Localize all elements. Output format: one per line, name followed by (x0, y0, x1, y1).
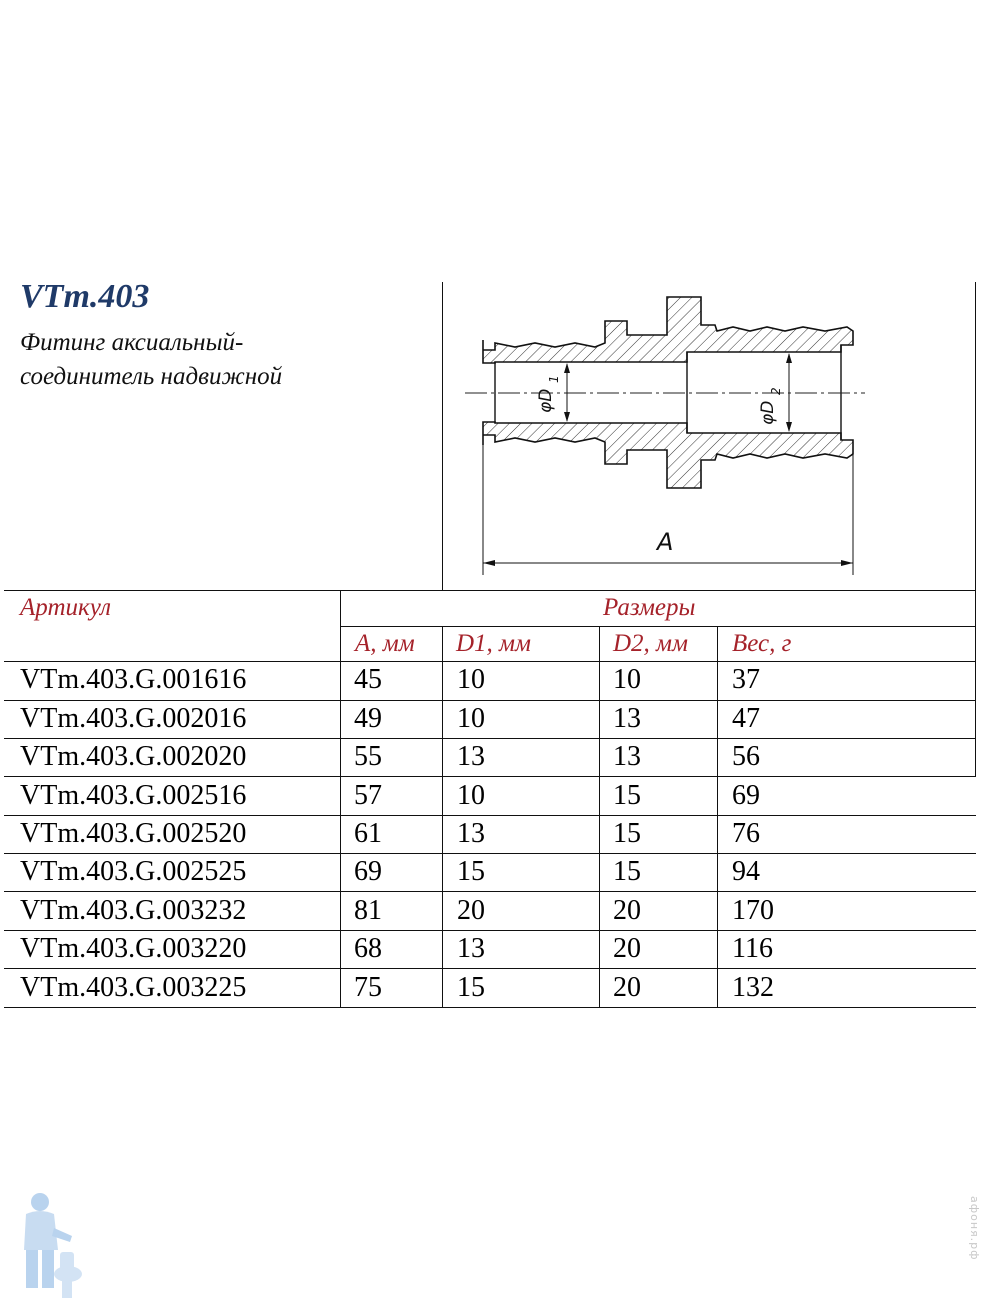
cell-a: 55 (354, 741, 382, 772)
cell-a: 49 (354, 703, 382, 734)
upper-wall (483, 297, 853, 363)
header-col-a: A, мм (355, 630, 415, 657)
cell-article: VTm.403.G.003220 (20, 933, 247, 964)
table-top-line (4, 590, 976, 591)
cell-a: 81 (354, 895, 382, 926)
cell-a: 75 (354, 972, 382, 1003)
cell-d2: 20 (613, 895, 641, 926)
product-code: VTm.403 (20, 278, 150, 315)
header-bottom-line (4, 661, 976, 662)
header-col-d2: D2, мм (613, 630, 688, 657)
col-divider-d1 (599, 626, 600, 1007)
row-line (4, 738, 976, 739)
cell-a: 57 (354, 780, 382, 811)
cell-d2: 15 (613, 780, 641, 811)
col-divider-d2 (717, 626, 718, 1007)
cell-weight: 116 (732, 933, 773, 964)
d2-label: φD (758, 400, 778, 425)
table-bottom-line (4, 1007, 976, 1008)
product-name (20, 326, 430, 394)
product-name-line2: соединитель надвижной (20, 363, 283, 390)
cell-d2: 20 (613, 933, 641, 964)
cell-a: 69 (354, 856, 382, 887)
cell-weight: 37 (732, 664, 760, 695)
cell-article: VTm.403.G.003225 (20, 972, 247, 1003)
cell-d1: 10 (457, 780, 485, 811)
cell-d1: 13 (457, 933, 485, 964)
cell-d2: 15 (613, 856, 641, 887)
row-line (4, 853, 976, 854)
d2-subscript: 2 (769, 387, 783, 395)
cell-d1: 20 (457, 895, 485, 926)
d1-subscript: 1 (547, 375, 561, 383)
cell-article: VTm.403.G.002016 (20, 703, 247, 734)
row-line (4, 776, 976, 777)
d1-label: φD (536, 388, 556, 413)
cell-article: VTm.403.G.001616 (20, 664, 247, 695)
cell-d1: 10 (457, 703, 485, 734)
cell-d2: 15 (613, 818, 641, 849)
right-border-top (975, 282, 976, 590)
watermark-text: афоня.рф (968, 1196, 981, 1261)
fitting-drawing (455, 285, 875, 580)
plumber-mascot-icon (16, 1190, 86, 1302)
cell-weight: 47 (732, 703, 760, 734)
cell-d2: 13 (613, 741, 641, 772)
cell-article: VTm.403.G.003232 (20, 895, 247, 926)
cell-d1: 10 (457, 664, 485, 695)
cell-weight: 170 (732, 895, 774, 926)
cell-article: VTm.403.G.002516 (20, 780, 247, 811)
cell-a: 61 (354, 818, 382, 849)
col-divider-article (340, 590, 341, 1007)
cell-d1: 13 (457, 818, 485, 849)
header-article: Артикул (20, 594, 112, 621)
cell-a: 68 (354, 933, 382, 964)
row-line (4, 930, 976, 931)
cell-article: VTm.403.G.002020 (20, 741, 247, 772)
cell-d1: 13 (457, 741, 485, 772)
lower-wall (483, 422, 853, 488)
a-label: A (657, 528, 674, 556)
cell-weight: 69 (732, 780, 760, 811)
cell-weight: 94 (732, 856, 760, 887)
cell-weight: 132 (732, 972, 774, 1003)
product-name-line1: Фитинг аксиальный- (20, 329, 244, 356)
row-line (4, 700, 976, 701)
cell-d1: 15 (457, 856, 485, 887)
subheader-line (340, 626, 976, 627)
cell-d2: 13 (613, 703, 641, 734)
cell-weight: 56 (732, 741, 760, 772)
header-col-d1: D1, мм (456, 630, 531, 657)
row-line (4, 968, 976, 969)
row-line (4, 815, 976, 816)
cell-d2: 10 (613, 664, 641, 695)
cell-article: VTm.403.G.002525 (20, 856, 247, 887)
cell-d2: 20 (613, 972, 641, 1003)
top-divider (442, 282, 443, 590)
cell-article: VTm.403.G.002520 (20, 818, 247, 849)
row-line (4, 891, 976, 892)
cell-weight: 76 (732, 818, 760, 849)
header-col-weight: Вес, г (732, 630, 792, 657)
cell-a: 45 (354, 664, 382, 695)
header-dimensions: Размеры (603, 594, 696, 621)
col-divider-a (442, 626, 443, 1007)
cell-d1: 15 (457, 972, 485, 1003)
right-border-table (975, 590, 976, 776)
